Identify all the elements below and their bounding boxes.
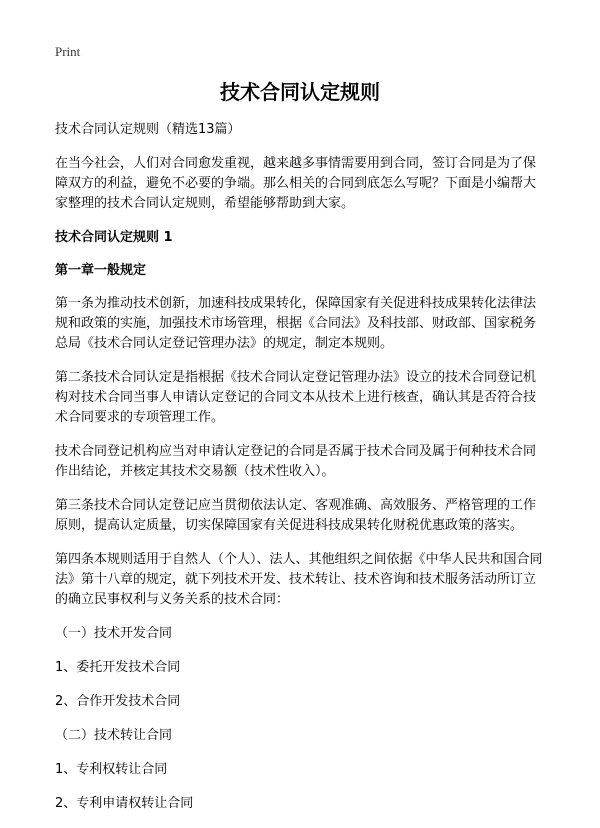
print-link[interactable]: Print xyxy=(55,44,81,59)
section-title: 技术合同认定规则 1 xyxy=(55,230,173,245)
document-body xyxy=(55,120,545,828)
article-1: 第一条为推动技术创新，加速科技成果转化，保障国家有关促进科技成果转化法律法规和政策的实施，加强技术市场管理，根据《合同法》及科技部、财政部、国家税务总局《技术合同认定登记管理办法》的规定，制定本规则。 xyxy=(55,296,537,351)
chapter-title: 第一章一般规定 xyxy=(55,263,147,278)
list-item: 1、委托开发技术合同 xyxy=(55,660,181,675)
list-item: 2、合作开发技术合同 xyxy=(55,694,181,709)
article-3: 第三条技术合同认定登记应当贯彻依法认定、客观准确、高效服务、严格管理的工作原则，提高认定质量，切实保障国家有关促进科技成果转化财税优惠政策的落实。 xyxy=(55,498,537,533)
list-item: 1、专利权转让合同 xyxy=(55,762,168,777)
article-4: 第四条本规则适用于自然人（个人）、法人、其他组织之间依据《中华人民共和国合同法》第十八章的规定，就下列技术开发、技术转让、技术咨询和技术服务活动所订立的确立民事权利与义务关系的技术合同： xyxy=(55,552,543,607)
document-subtitle: 技术合同认定规则（精选13篇） xyxy=(55,122,241,137)
intro-paragraph: 在当今社会，人们对合同愈发重视，越来越多事情需要用到合同，签订合同是为了保障双方的利益，避免不必要的争端。那么相关的合同到底怎么写呢？下面是小编帮大家整理的技术合同认定规则，希望能够帮助到大家。 xyxy=(55,156,537,211)
list-item: 2、专利申请权转让合同 xyxy=(55,796,194,811)
article-2-continued: 技术合同登记机构应当对申请认定登记的合同是否属于技术合同及属于何种技术合同作出结论，并核定其技术交易额（技术性收入）。 xyxy=(55,444,537,479)
list-item: （二）技术转让合同 xyxy=(55,728,173,743)
article-2: 第二条技术合同认定是指根据《技术合同认定登记管理办法》设立的技术合同登记机构对技术合同当事人申请认定登记的合同文本从技术上进行核查，确认其是否符合技术合同要求的专项管理工作。 xyxy=(55,370,537,425)
list-item: （一）技术开发合同 xyxy=(55,626,173,641)
page-title: 技术合同认定规则 xyxy=(220,80,380,104)
